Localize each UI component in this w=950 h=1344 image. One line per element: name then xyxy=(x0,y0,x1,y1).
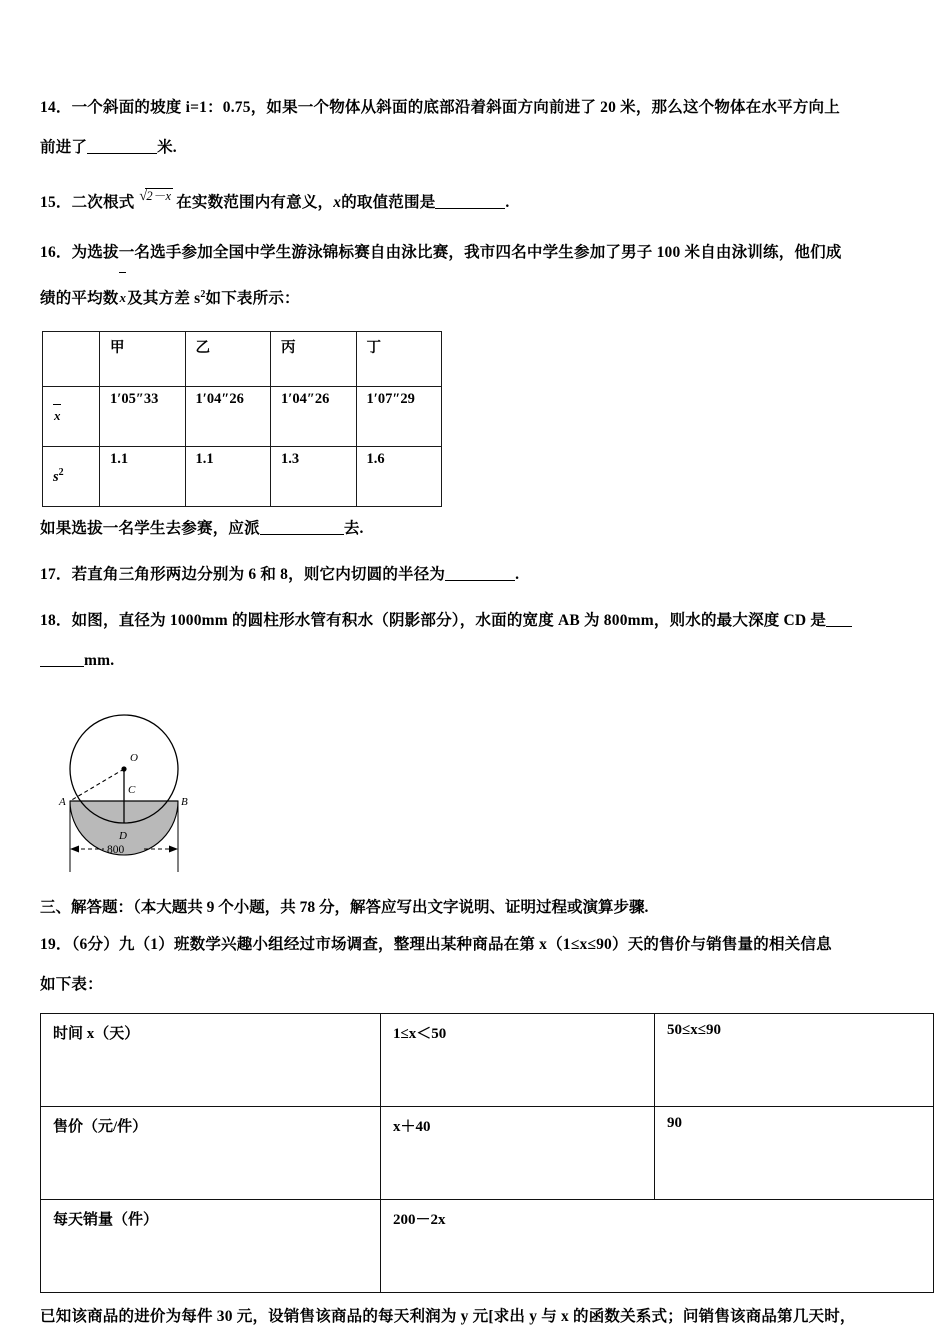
table-q16-cell-mean-jia: 1′05″33 xyxy=(100,387,186,447)
answer-blank-q17[interactable] xyxy=(445,580,515,581)
radicand: 2－x xyxy=(146,189,172,203)
q14-text-line2a: 前进了 xyxy=(40,139,88,156)
table-q16-header-ding: 丁 xyxy=(356,332,442,387)
radical-sign: √ xyxy=(139,189,148,204)
table-q19-cell-daily-sales: 200－2x xyxy=(381,1200,934,1293)
q14-number: 14． xyxy=(40,99,72,116)
q15-text-c: 的取值范围是 xyxy=(341,194,436,211)
question-19 xyxy=(40,925,912,965)
table-q16-cell-mean-yi: 1′04″26 xyxy=(185,387,271,447)
table-q16-row-label-variance xyxy=(43,447,100,507)
table-row xyxy=(41,1014,934,1107)
table-q16-cell-mean-bing: 1′04″26 xyxy=(271,387,357,447)
label-c: C xyxy=(128,784,136,797)
label-d: D xyxy=(119,830,127,843)
question-14-line2 xyxy=(40,128,912,168)
dimension-label-800: 800 xyxy=(107,844,125,857)
table-q16-row-label-mean xyxy=(43,387,100,447)
q19-text-line1: （6分）九（1）班数学兴趣小组经过市场调查，整理出某种商品在第 x（1≤x≤90）天的售价与销售量的相关信息 xyxy=(71,936,832,954)
q16-text-line2a: 绩的平均数 xyxy=(40,290,119,308)
table-q16-header-bing: 丙 xyxy=(271,332,357,387)
table-q16-header-yi: 乙 xyxy=(185,332,271,387)
q16-followup-text-a: 如果选拔一名学生去参赛，应派 xyxy=(40,520,260,538)
table-q16-cell-var-jia: 1.1 xyxy=(100,447,186,507)
answer-blank-q15[interactable] xyxy=(435,208,505,209)
table-row xyxy=(43,332,442,387)
q15-text-b: 在实数范围内有意义， xyxy=(176,194,334,211)
q18-number: 18． xyxy=(40,612,72,630)
circle-water-pipe-svg xyxy=(48,697,238,879)
q16-text-line1: 为选拔一名选手参加全国中学生游泳锦标赛自由泳比赛，我市四名中学生参加了男子 100 米自由泳训练，他们成 xyxy=(71,244,842,261)
answer-blank-q18-part1[interactable] xyxy=(826,626,852,627)
question-15 xyxy=(40,176,912,223)
q18-text-line1: 如图，直径为 1000mm 的圆柱形水管有积水（阴影部分），水面的宽度 AB 为 800mm，则水的最大深度 CD 是 xyxy=(71,612,827,630)
question-16-followup xyxy=(40,509,912,549)
arrow-left-icon xyxy=(70,846,79,853)
question-18-line2 xyxy=(40,641,912,681)
answer-blank-q14[interactable] xyxy=(87,153,157,154)
q15-variable-x: x xyxy=(333,194,342,211)
section-heading-answer-questions: 三、解答题：（本大题共 9 个小题，共 78 分，解答应写出文字说明、证明过程或演算步骤. xyxy=(40,899,649,917)
variance-exponent: 2 xyxy=(58,467,64,479)
table-q19-label-price: 售价（元/件） xyxy=(41,1107,381,1200)
table-q19-price-sales xyxy=(40,1013,934,1293)
q16-followup-text-b: 去. xyxy=(343,520,364,538)
q15-number: 15． xyxy=(40,194,72,211)
table-row xyxy=(41,1200,934,1293)
table-row xyxy=(43,447,442,507)
table-row xyxy=(41,1107,934,1200)
answer-blank-q16[interactable] xyxy=(260,534,344,535)
q18-text-line2: mm. xyxy=(84,652,115,670)
question-16 xyxy=(40,233,912,273)
sqrt-expression xyxy=(137,176,173,217)
variance-exponent: 2 xyxy=(200,289,206,300)
question-14 xyxy=(40,88,912,128)
table-q19-cell-price1: x＋40 xyxy=(381,1107,655,1200)
table-q19-cell-time-range2: 50≤x≤90 xyxy=(655,1014,934,1107)
variance-symbol: s xyxy=(53,469,59,486)
x-bar-symbol: x xyxy=(54,407,61,423)
question-19-line2: 如下表： xyxy=(40,976,103,994)
table-q16-cell-var-ding: 1.6 xyxy=(356,447,442,507)
q16-number: 16． xyxy=(40,244,72,261)
center-point-o xyxy=(121,767,126,772)
answer-blank-q18-part2[interactable] xyxy=(40,666,84,667)
table-q19-label-time: 时间 x（天） xyxy=(41,1014,381,1107)
q17-text-a: 若直角三角形两边分别为 6 和 8，则它内切圆的半径为 xyxy=(71,566,446,584)
table-q16-swim-statistics xyxy=(42,331,442,507)
arrow-right-icon xyxy=(169,846,178,853)
q17-number: 17． xyxy=(40,566,72,584)
question-18 xyxy=(40,601,912,641)
table-q19-label-daily-sales: 每天销量（件） xyxy=(41,1200,381,1293)
q19-number: 19． xyxy=(40,936,72,954)
table-q19-cell-price2: 90 xyxy=(655,1107,934,1200)
table-row xyxy=(43,387,442,447)
q16-text-line2b: 及其方差 s xyxy=(127,290,201,308)
table-q16-cell-var-bing: 1.3 xyxy=(271,447,357,507)
table-q19-cell-time-range1: 1≤x＜50 xyxy=(381,1014,655,1107)
question-16-line2 xyxy=(40,273,912,321)
label-o: O xyxy=(130,752,138,765)
page-content xyxy=(40,88,912,1337)
q15-text-d: . xyxy=(505,194,510,211)
q14-text-line1: 一个斜面的坡度 i=1：0.75，如果一个物体从斜面的底部沿着斜面方向前进了 20 米，那么这个物体在水平方向上 xyxy=(71,99,840,116)
q15-text-a: 二次根式 xyxy=(71,194,135,211)
label-a: A xyxy=(59,796,66,809)
label-b: B xyxy=(181,796,188,809)
q14-text-line2b: 米. xyxy=(157,139,177,156)
x-bar-symbol: x xyxy=(119,276,128,320)
figure-q18-water-pipe xyxy=(48,697,238,879)
table-q16-cell-var-yi: 1.1 xyxy=(185,447,271,507)
q16-text-line2c: 如下表所示： xyxy=(205,290,300,308)
q17-text-b: . xyxy=(515,566,520,584)
table-q16-header-corner xyxy=(43,332,100,387)
table-q16-header-jia: 甲 xyxy=(100,332,186,387)
question-17 xyxy=(40,555,912,595)
table-q16-cell-mean-ding: 1′07″29 xyxy=(356,387,442,447)
question-19-followup: 已知该商品的进价为每件 30 元，设销售该商品的每天利润为 y 元[求出 y 与 x 的函数关系式；问销售该商品第几天时， xyxy=(40,1308,856,1326)
